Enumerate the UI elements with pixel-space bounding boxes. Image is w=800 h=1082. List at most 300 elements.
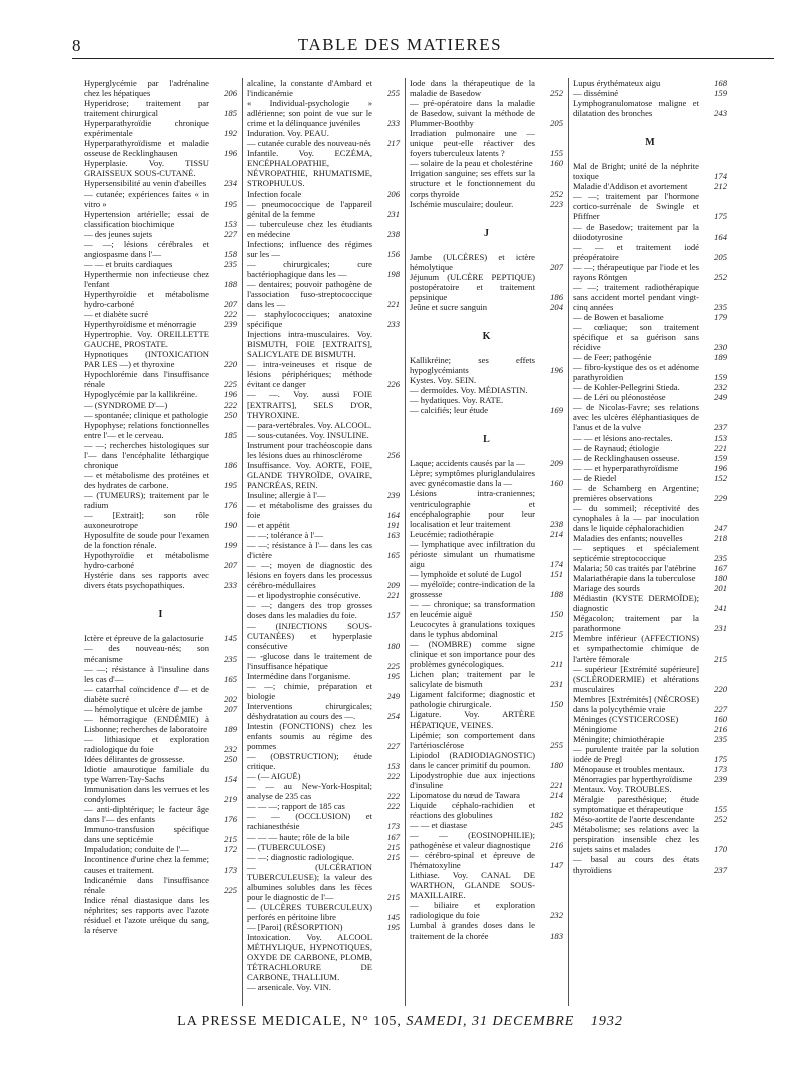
index-entry bbox=[247, 621, 400, 651]
entry-text: Mariage des sourds bbox=[573, 583, 640, 594]
index-entry bbox=[573, 533, 727, 543]
index-entry bbox=[573, 714, 727, 724]
entry-text: Induration. Voy. PEAU. bbox=[247, 128, 329, 139]
entry-page: 237 bbox=[714, 422, 727, 433]
index-entry bbox=[84, 643, 237, 663]
entry-text: — tuberculeuse chez les étudiants en médecine bbox=[247, 218, 372, 239]
entry-text: Lèpre; symptômes pluriglandulaires avec gynécomastie dans la — bbox=[410, 468, 535, 489]
index-entry bbox=[84, 309, 237, 319]
entry-text: Hyperthyroïdisme et ménorragie bbox=[84, 319, 197, 330]
entry-page: 227 bbox=[224, 228, 237, 239]
index-entry bbox=[247, 148, 400, 188]
entry-text: Instrument pour trachéoscopie dans les lésions dues au rhinosclérome bbox=[247, 439, 372, 460]
index-entry bbox=[247, 500, 400, 520]
entry-page: 180 bbox=[714, 573, 727, 584]
index-entry bbox=[247, 460, 400, 490]
entry-page: 249 bbox=[714, 392, 727, 403]
entry-page: 160 bbox=[550, 158, 563, 169]
entry-text: Indice rénal diastasique dans les néphrites; ses rapports avec l'azote résiduel et l'azote uréique du sang, la réserve bbox=[84, 894, 209, 935]
entry-text: — myéloïde; contre-indication de la grossesse bbox=[410, 578, 535, 599]
index-entry bbox=[573, 262, 727, 282]
entry-text: — — (EOSINOPHILIE); pathogénèse et valeur diagnostique bbox=[410, 830, 535, 851]
entry-text: — de Schamberg en Argentine; premières observations bbox=[573, 482, 699, 503]
entry-text: — — et bruits cardiaques bbox=[84, 258, 173, 269]
index-entry bbox=[84, 490, 237, 510]
index-entry bbox=[573, 694, 727, 714]
index-entry bbox=[410, 405, 563, 415]
entry-text: Hystérie dans ses rapports avec divers états psychopathiques. bbox=[84, 570, 209, 591]
index-entry bbox=[410, 168, 563, 198]
index-entry bbox=[410, 770, 563, 790]
entry-text: — —; résistance à l'— dans les cas d'ictère bbox=[247, 540, 372, 561]
entry-page: 239 bbox=[224, 319, 237, 330]
index-entry bbox=[410, 870, 563, 900]
entry-page: 155 bbox=[714, 804, 727, 815]
index-entry bbox=[247, 600, 400, 620]
index-entry bbox=[84, 895, 237, 935]
entry-text: — de Recklinghausen osseuse. bbox=[573, 452, 680, 463]
index-entry bbox=[84, 269, 237, 289]
entry-page: 235 bbox=[714, 733, 727, 744]
entry-text: Hypnotiques (INTOXICATION PAR LES —) et thyroxine bbox=[84, 349, 209, 370]
index-entry bbox=[84, 78, 237, 98]
entry-text: — de Raynaud; étiologie bbox=[573, 442, 660, 453]
entry-page: 207 bbox=[224, 299, 237, 310]
entry-page: 249 bbox=[387, 690, 400, 701]
entry-page: 201 bbox=[714, 583, 727, 594]
entry-page: 241 bbox=[714, 603, 727, 614]
entry-text: — du sommeil; réceptivité des cynophales à la — par inoculation dans le liquide céphalorachidien bbox=[573, 502, 699, 533]
index-entry bbox=[84, 764, 237, 784]
entry-text: Hypertension artérielle; essai de classification biochimique bbox=[84, 208, 209, 229]
entry-page: 175 bbox=[714, 211, 727, 222]
entry-page: 189 bbox=[714, 352, 727, 363]
index-column-1 bbox=[80, 78, 243, 1006]
entry-page: 173 bbox=[387, 821, 400, 832]
index-entry bbox=[573, 433, 727, 443]
index-entry bbox=[247, 309, 400, 329]
section-letter: J bbox=[484, 227, 489, 239]
index-entry bbox=[410, 78, 563, 98]
index-entry bbox=[573, 854, 727, 874]
entry-page: 238 bbox=[550, 518, 563, 529]
entry-text: Infections; influence des régimes sur les — bbox=[247, 238, 372, 259]
entry-page: 215 bbox=[550, 629, 563, 640]
page-title: TABLE DES MATIERES bbox=[297, 35, 503, 54]
entry-text: Méninges (CYSTICERCOSE) bbox=[573, 713, 679, 724]
index-entry bbox=[573, 78, 727, 88]
index-entry bbox=[573, 794, 727, 814]
index-entry bbox=[410, 750, 563, 770]
entry-page: 237 bbox=[714, 864, 727, 875]
index-entry bbox=[247, 701, 400, 721]
entry-text: — anti-diphtérique; le facteur âge dans l'— des enfants bbox=[84, 804, 209, 825]
index-entry bbox=[573, 161, 727, 181]
index-entry bbox=[247, 189, 400, 199]
index-entry bbox=[84, 259, 237, 269]
index-entry bbox=[573, 312, 727, 322]
entry-text: Ménopause et troubles mentaux. bbox=[573, 764, 685, 775]
entry-page: 219 bbox=[224, 794, 237, 805]
entry-text: Lithiase. Voy. CANAL DE WARTHON, GLANDE SOUS-MAXILLAIRE. bbox=[410, 870, 535, 901]
index-entry bbox=[410, 820, 563, 830]
entry-text: — de Basedow; traitement par la diiodotyrosine bbox=[573, 221, 699, 242]
entry-text: — —; tolérance à l'— bbox=[247, 530, 324, 541]
index-entry bbox=[410, 639, 563, 669]
entry-text: — et diabète sucré bbox=[84, 309, 149, 320]
index-entry bbox=[247, 98, 400, 128]
index-entry bbox=[84, 470, 237, 490]
index-entry bbox=[84, 420, 237, 440]
index-entry bbox=[410, 385, 563, 395]
entry-text: — — et diastase bbox=[410, 820, 468, 830]
index-entry bbox=[573, 382, 727, 392]
entry-page: 153 bbox=[714, 432, 727, 443]
index-entry bbox=[84, 714, 237, 734]
index-column-4 bbox=[569, 78, 732, 1006]
index-entry bbox=[573, 724, 727, 734]
entry-text: — —; traitement par l'hormone cortico-surrénale de Swingle et Pfiffner bbox=[573, 191, 699, 222]
index-entry bbox=[84, 754, 237, 764]
entry-text: Lipiodol (RADIODIAGNOSTIC) dans le cancer primitif du poumon. bbox=[410, 749, 535, 770]
entry-text: Insuline; allergie à l'— bbox=[247, 489, 326, 500]
entry-page: 247 bbox=[714, 522, 727, 533]
entry-text: — cutanée; expériences faites « in vitro » bbox=[84, 188, 209, 209]
index-entry bbox=[573, 88, 727, 98]
index-entry bbox=[247, 590, 400, 600]
index-entry bbox=[573, 613, 727, 633]
entry-text: alcaline, la constante d'Ambard et l'indicanémie bbox=[247, 78, 372, 99]
index-entry bbox=[247, 530, 400, 540]
entry-text: Hyperglycémie par l'adrénaline chez les hépatiques bbox=[84, 78, 209, 99]
index-entry bbox=[410, 830, 563, 850]
index-entry bbox=[573, 784, 727, 794]
entry-page: 225 bbox=[224, 379, 237, 390]
entry-text: — dentaires; pouvoir pathogène de l'association fuso-streptococcique dans les — bbox=[247, 278, 372, 310]
index-entry bbox=[573, 453, 727, 463]
entry-text: Immuno-transfusion spécifique dans une septicémie bbox=[84, 824, 209, 845]
index-entry bbox=[247, 359, 400, 389]
entry-text: Membre inférieur (AFFECTIONS) et sympathectomie chimique de l'artère fémorale bbox=[573, 633, 699, 664]
entry-text: Hypochlorémie dans l'insuffisance rénale bbox=[84, 369, 209, 390]
index-entry bbox=[84, 98, 237, 118]
index-entry bbox=[573, 744, 727, 764]
index-entry bbox=[573, 593, 727, 613]
entry-page: 185 bbox=[224, 108, 237, 119]
entry-page: 231 bbox=[387, 208, 400, 219]
entry-text: — —; moyen de diagnostic des lésions en foyers dans les processus cérébro-médullaires bbox=[247, 560, 372, 591]
entry-text: Infantile. Voy. ECZÉMA, ENCÉPHALOPATHIE, NÉVROPATHIE, RHUMATISME, STROPHULUS. bbox=[247, 148, 372, 189]
entry-page: 165 bbox=[387, 550, 400, 561]
entry-text: Hypertrophie. Voy. OREILLETTE GAUCHE, PROSTATE. bbox=[84, 329, 209, 350]
index-entry bbox=[84, 704, 237, 714]
entry-text: — de Nicolas-Favre; ses relations avec les ulcères éléphantiasiques de l'anus et de la vulve bbox=[573, 402, 699, 433]
entry-text: — hémorragique (ENDÉMIE) à Lisbonne; recherches de laboratoire bbox=[84, 713, 209, 734]
entry-page: 252 bbox=[714, 271, 727, 282]
entry-text: — pneumococcique de l'appareil génital de la femme bbox=[247, 198, 372, 219]
entry-text: — — chronique; sa transformation en leucémie aiguë bbox=[410, 598, 535, 620]
entry-text: — (— AIGUË) bbox=[247, 771, 301, 782]
entry-page: 254 bbox=[387, 710, 400, 721]
entry-page: 232 bbox=[550, 910, 563, 921]
entry-text: — (NOMBRE) comme signe clinique et son importance pour des problèmes gynécologiques. bbox=[410, 639, 535, 670]
index-entry bbox=[573, 222, 727, 242]
entry-page: 179 bbox=[714, 311, 727, 322]
index-entry bbox=[84, 804, 237, 824]
index-entry bbox=[410, 800, 563, 820]
entry-text: — arsenicale. Voy. VIN. bbox=[247, 982, 331, 993]
index-entry bbox=[247, 329, 400, 359]
entry-page: 195 bbox=[224, 198, 237, 209]
entry-text: — — et hyperparathyroïdisme bbox=[573, 462, 679, 473]
entry-page: 186 bbox=[224, 459, 237, 470]
index-entry bbox=[247, 922, 400, 932]
entry-page: 190 bbox=[224, 520, 237, 531]
entry-page: 252 bbox=[550, 88, 563, 99]
entry-page: 218 bbox=[714, 532, 727, 543]
index-entry bbox=[573, 181, 727, 191]
entry-page: 180 bbox=[550, 759, 563, 770]
entry-text: Méningiome bbox=[573, 723, 617, 734]
entry-text: — [Paroi] (RÉSORPTION) bbox=[247, 921, 343, 932]
index-entry bbox=[84, 784, 237, 804]
entry-text: — de Léri ou pléonostéose bbox=[573, 392, 666, 403]
entry-page: 174 bbox=[714, 171, 727, 182]
index-entry bbox=[573, 473, 727, 483]
entry-text: — calcifiés; leur étude bbox=[410, 405, 489, 416]
index-entry bbox=[573, 563, 727, 573]
entry-page: 175 bbox=[714, 754, 727, 764]
entry-page: 238 bbox=[387, 228, 400, 239]
entry-page: 207 bbox=[224, 703, 237, 714]
entry-text: — —; recherches histologiques sur l'— dans l'encéphalite léthargique chronique bbox=[84, 439, 209, 470]
index-entry bbox=[410, 355, 563, 375]
entry-text: Maladie d'Addison et avortement bbox=[573, 181, 688, 192]
entry-page: 211 bbox=[550, 659, 563, 670]
entry-text: Kystes. Voy. SEIN. bbox=[410, 375, 477, 386]
index-entry bbox=[247, 681, 400, 701]
entry-text: Indicanémie dans l'insuffisance rénale bbox=[84, 874, 209, 895]
entry-text: Hypoglycémie par la kallikréine. bbox=[84, 389, 198, 400]
entry-page: 209 bbox=[387, 580, 400, 591]
index-entry bbox=[247, 671, 400, 681]
entry-page: 202 bbox=[224, 693, 237, 704]
index-entry bbox=[410, 128, 563, 158]
entry-page: 206 bbox=[387, 188, 400, 199]
issue-date: SAMEDI, 31 DECEMBRE bbox=[406, 1014, 575, 1029]
entry-text: — cœliaque; son traitement spécifique et sa guérison sans récidive bbox=[573, 321, 699, 353]
index-entry bbox=[410, 272, 563, 302]
entry-text: Malariathérapie dans la tuberculose bbox=[573, 573, 696, 584]
entry-text: Méningite; chimiothérapie bbox=[573, 733, 665, 744]
index-entry bbox=[247, 560, 400, 590]
index-entry bbox=[247, 138, 400, 148]
entry-text: — biliaire et exploration radiologique du foie bbox=[410, 900, 535, 921]
entry-text: Lichen plan; traitement par le salicylate de bismuth bbox=[410, 669, 535, 690]
entry-text: Hyperplasie. Voy. TISSU GRAISSEUX SOUS-CUTANÉ. bbox=[84, 158, 209, 179]
index-entry bbox=[573, 633, 727, 663]
section-letter: K bbox=[482, 330, 491, 342]
index-entry bbox=[573, 503, 727, 533]
entry-page: 216 bbox=[550, 840, 563, 851]
entry-page: 188 bbox=[550, 588, 563, 599]
index-entry bbox=[410, 730, 563, 750]
index-entry bbox=[84, 550, 237, 570]
index-entry bbox=[573, 463, 727, 473]
entry-text: Hyposulfite de soude pour l'examen de la fonction rénale. bbox=[84, 530, 209, 551]
index-entry bbox=[410, 98, 563, 128]
entry-page: 215 bbox=[387, 891, 400, 902]
entry-text: — fibro-kystique des os et adénome parathyroïdien bbox=[573, 362, 699, 383]
index-entry bbox=[84, 410, 237, 420]
entry-page: 154 bbox=[224, 774, 237, 785]
entry-text: Hyperparathyroïdisme et maladie osseuse de Recklinghausen bbox=[84, 138, 209, 159]
entry-text: — chirurgicales; cure bactériophagique dans les — bbox=[247, 258, 372, 279]
entry-text: — staphylococciques; anatoxine spécifique bbox=[247, 309, 372, 330]
index-entry bbox=[84, 329, 237, 349]
entry-page: 191 bbox=[387, 520, 400, 531]
entry-page: 196 bbox=[550, 365, 563, 376]
entry-page: 167 bbox=[387, 831, 400, 842]
index-entry bbox=[410, 900, 563, 920]
entry-page: 188 bbox=[224, 278, 237, 289]
index-entry bbox=[410, 619, 563, 639]
entry-page: 158 bbox=[224, 248, 237, 259]
index-entry bbox=[573, 764, 727, 774]
entry-page: 164 bbox=[714, 231, 727, 242]
entry-page: 220 bbox=[714, 683, 727, 694]
index-entry bbox=[247, 520, 400, 530]
entry-text: — lymphatique avec infiltration du périoste simulant un rhumatisme aigu bbox=[410, 538, 535, 569]
entry-text: — catarrhal coïncidence d'— et de diabète sucré bbox=[84, 683, 209, 704]
index-entry bbox=[573, 814, 727, 824]
entry-page: 173 bbox=[224, 864, 237, 875]
entry-page: 189 bbox=[224, 723, 237, 734]
entry-page: 195 bbox=[224, 479, 237, 490]
entry-text: Maladies des enfants; nouvelles bbox=[573, 532, 683, 543]
index-entry bbox=[573, 362, 727, 382]
entry-page: 160 bbox=[714, 713, 727, 724]
entry-page: 182 bbox=[550, 809, 563, 820]
entry-text: Laque; accidents causés par la — bbox=[410, 458, 525, 469]
entry-text: Impaludation; conduite de l'— bbox=[84, 844, 189, 855]
entry-page: 173 bbox=[714, 764, 727, 775]
entry-page: 204 bbox=[550, 301, 563, 312]
journal-name: LA PRESSE MEDICALE, N° 105, bbox=[177, 1014, 402, 1029]
entry-page: 235 bbox=[224, 653, 237, 664]
entry-text: Ligament falciforme; diagnostic et pathologie chirurgicale. bbox=[410, 689, 535, 710]
entry-text: — —; traitement radiothérapique sans accident mortel pendant vingt-cinq années bbox=[573, 281, 699, 312]
entry-page: 250 bbox=[224, 754, 237, 764]
index-entry bbox=[247, 982, 400, 992]
index-entry bbox=[247, 721, 400, 751]
entry-text: Hypothyroïdie et métabolisme hydro-carboné bbox=[84, 550, 209, 571]
entry-text: — (ULCÉRATION TUBERCULEUSE); la valeur des albumines solubles dans les fèces pour le diagnostic de l'— bbox=[247, 861, 372, 902]
index-entry bbox=[247, 430, 400, 440]
index-columns bbox=[80, 78, 778, 1006]
entry-text: Lumbal à grandes doses dans le traitement de la chorée bbox=[410, 920, 535, 941]
entry-text: — des nouveau-nés; son mécanisme bbox=[84, 643, 209, 664]
index-entry bbox=[84, 400, 237, 410]
index-entry bbox=[247, 751, 400, 771]
index-entry bbox=[410, 488, 563, 528]
entry-text: Intermédine dans l'organisme. bbox=[247, 670, 351, 681]
entry-page: 147 bbox=[550, 860, 563, 871]
entry-page: 243 bbox=[714, 108, 727, 119]
entry-page: 233 bbox=[224, 580, 237, 591]
index-entry bbox=[247, 852, 400, 862]
entry-page: 221 bbox=[387, 299, 400, 310]
entry-text: Jéjunum (ULCÈRE PEPTIQUE) postopératoire et traitement pepsinique bbox=[410, 271, 535, 302]
index-entry bbox=[573, 664, 727, 694]
index-column-3 bbox=[406, 78, 569, 1006]
entry-page: 222 bbox=[224, 309, 237, 320]
entry-text: Lipodystrophie due aux injections d'insuline bbox=[410, 769, 535, 790]
entry-text: Idées délirantes de grossesse. bbox=[84, 754, 185, 764]
entry-page: 235 bbox=[714, 301, 727, 312]
entry-page: 225 bbox=[224, 884, 237, 895]
entry-page: 222 bbox=[387, 791, 400, 802]
entry-text: — disséminé bbox=[573, 88, 619, 99]
index-entry bbox=[573, 352, 727, 362]
entry-page: 225 bbox=[387, 660, 400, 671]
entry-text: — —; résistance à l'insuline dans les cas d'— bbox=[84, 663, 209, 684]
index-entry bbox=[573, 402, 727, 432]
index-entry bbox=[84, 138, 237, 158]
entry-page: 180 bbox=[387, 640, 400, 651]
index-entry bbox=[247, 862, 400, 902]
index-entry bbox=[573, 734, 727, 744]
entry-page: 183 bbox=[550, 930, 563, 941]
entry-page: 212 bbox=[714, 181, 727, 192]
entry-text: Ligature. Voy. ARTÈRE HÉPATIQUE, VEINES. bbox=[410, 709, 535, 730]
entry-page: 176 bbox=[224, 814, 237, 825]
entry-page: 215 bbox=[387, 841, 400, 852]
entry-page: 227 bbox=[387, 741, 400, 752]
entry-text: — solaire de la peau et cholestérine bbox=[410, 158, 533, 169]
index-entry bbox=[410, 199, 563, 209]
entry-page: 221 bbox=[387, 590, 400, 601]
entry-page: 250 bbox=[224, 409, 237, 420]
entry-page: 231 bbox=[550, 679, 563, 690]
entry-page: 255 bbox=[387, 88, 400, 99]
entry-text: Lymphogranulomatose maligne et dilatation des bronches bbox=[573, 98, 699, 119]
index-entry bbox=[84, 854, 237, 874]
section-letter: M bbox=[645, 137, 655, 149]
index-entry bbox=[410, 468, 563, 488]
index-entry bbox=[247, 771, 400, 781]
page-number: 8 bbox=[72, 36, 81, 55]
entry-text: — cutanée curable des nouveau-nés bbox=[247, 138, 371, 149]
entry-page: 159 bbox=[714, 452, 727, 463]
entry-page: 195 bbox=[387, 670, 400, 681]
entry-page: 215 bbox=[224, 834, 237, 845]
entry-page: 167 bbox=[714, 563, 727, 574]
entry-text: — pré-opératoire dans la maladie de Basedow, suivant la méthode de Plummer-Boothby bbox=[410, 98, 535, 129]
index-entry bbox=[410, 709, 563, 729]
index-entry bbox=[410, 302, 563, 312]
entry-page: 235 bbox=[224, 258, 237, 269]
index-entry bbox=[247, 440, 400, 460]
entry-text: — purulente traitée par la solution iodée de Pregl bbox=[573, 743, 699, 764]
index-entry bbox=[84, 178, 237, 188]
entry-text: Lipémie; son comportement dans l'artériosclérose bbox=[410, 729, 535, 750]
index-entry bbox=[247, 199, 400, 219]
entry-text: Infection focale bbox=[247, 188, 302, 199]
index-entry bbox=[573, 443, 727, 453]
index-entry bbox=[247, 389, 400, 419]
entry-page: 156 bbox=[387, 248, 400, 259]
